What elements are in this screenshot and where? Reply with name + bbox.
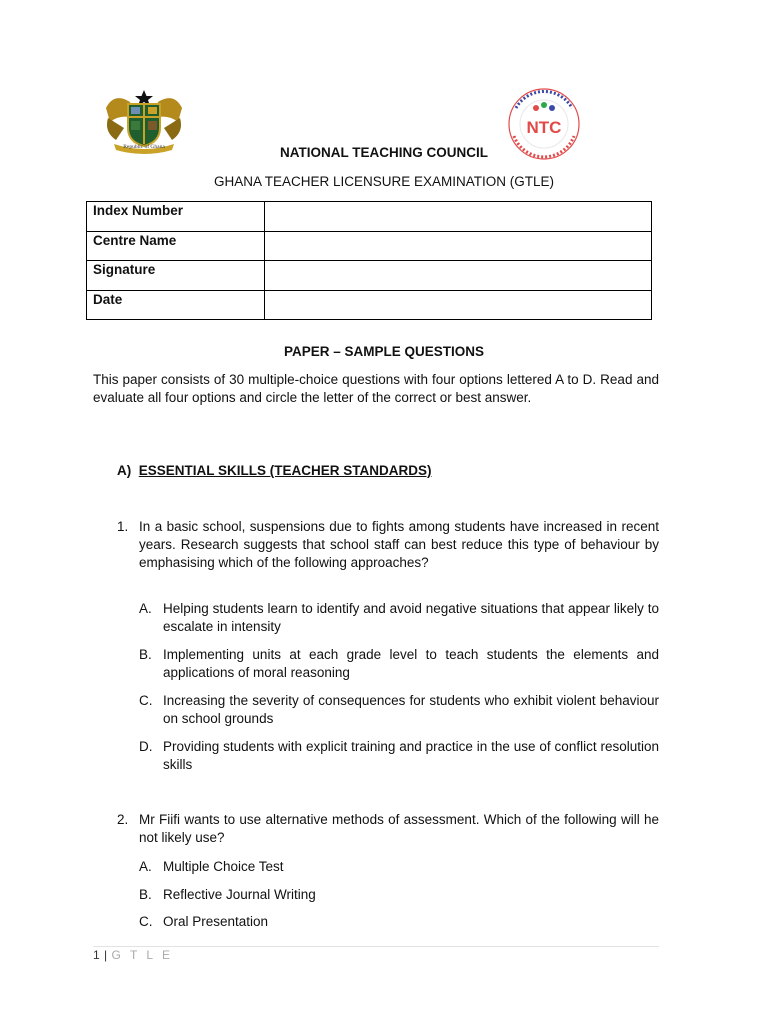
footer-divider xyxy=(93,946,659,947)
date-field[interactable] xyxy=(265,290,652,320)
question-number: 1. xyxy=(117,519,129,534)
option-text: Multiple Choice Test xyxy=(163,859,284,874)
option-text: Implementing units at each grade level to teach students the elements and applications of moral reasoning xyxy=(163,647,659,680)
council-title: NATIONAL TEACHING COUNCIL xyxy=(280,145,488,160)
footer-label: G T L E xyxy=(111,948,173,962)
question-1-option-b[interactable] xyxy=(139,646,659,682)
question-1-option-c[interactable] xyxy=(139,692,659,728)
option-letter: A. xyxy=(139,601,152,616)
page-footer xyxy=(93,948,173,962)
option-letter: B. xyxy=(139,887,152,902)
question-text: Mr Fiifi wants to use alternative methods of assessment. Which of the following will he not likely use? xyxy=(139,812,659,845)
page-number: 1 xyxy=(93,948,101,962)
question-2-option-a[interactable] xyxy=(139,858,659,876)
section-letter: A) xyxy=(117,463,132,478)
table-row xyxy=(87,261,652,291)
question-2 xyxy=(117,811,659,847)
index-number-field[interactable] xyxy=(265,202,652,232)
date-label: Date xyxy=(87,290,265,320)
signature-label: Signature xyxy=(87,261,265,291)
table-row xyxy=(87,202,652,232)
option-letter: A. xyxy=(139,859,152,874)
table-row xyxy=(87,290,652,320)
footer-separator: | xyxy=(104,948,108,962)
option-text: Helping students learn to identify and avoid negative situations that appear likely to escalate in intensity xyxy=(163,601,659,634)
question-text: In a basic school, suspensions due to fights among students have increased in recent years. Research suggests that school staff can best reduce this type of behaviour by emphasising which of the following approaches? xyxy=(139,519,659,570)
option-letter: C. xyxy=(139,914,153,929)
centre-name-label: Centre Name xyxy=(87,231,265,261)
option-letter: B. xyxy=(139,647,152,662)
option-text: Oral Presentation xyxy=(163,914,269,929)
option-letter: C. xyxy=(139,693,153,708)
option-text: Reflective Journal Writing xyxy=(163,887,316,902)
section-heading xyxy=(117,463,432,478)
exam-subtitle: GHANA TEACHER LICENSURE EXAMINATION (GTLE) xyxy=(213,174,555,189)
index-number-label: Index Number xyxy=(87,202,265,232)
signature-field[interactable] xyxy=(265,261,652,291)
question-2-option-b[interactable] xyxy=(139,886,659,904)
question-1 xyxy=(117,518,659,572)
candidate-info-table xyxy=(86,201,652,320)
question-number: 2. xyxy=(117,812,129,827)
option-letter: D. xyxy=(139,739,153,754)
table-row xyxy=(87,231,652,261)
instructions-paragraph: This paper consists of 30 multiple-choice questions with four options lettered A to D. Read and evaluate all four options and circle the letter of the correct or best answer. xyxy=(93,372,659,405)
coat-caption: Republic of Ghana xyxy=(123,144,165,150)
option-text: Providing students with explicit training and practice in the use of conflict resolution skills xyxy=(163,739,659,772)
paper-title: PAPER – SAMPLE QUESTIONS xyxy=(283,344,485,359)
question-1-option-a[interactable] xyxy=(139,600,659,636)
question-1-option-d[interactable] xyxy=(139,738,659,774)
question-2-option-c[interactable] xyxy=(139,913,659,931)
section-title: ESSENTIAL SKILLS (TEACHER STANDARDS) xyxy=(138,463,432,478)
option-text: Increasing the severity of consequences for students who exhibit violent behaviour on school grounds xyxy=(163,693,659,726)
ntc-logo-text: NTC xyxy=(526,118,562,137)
centre-name-field[interactable] xyxy=(265,231,652,261)
